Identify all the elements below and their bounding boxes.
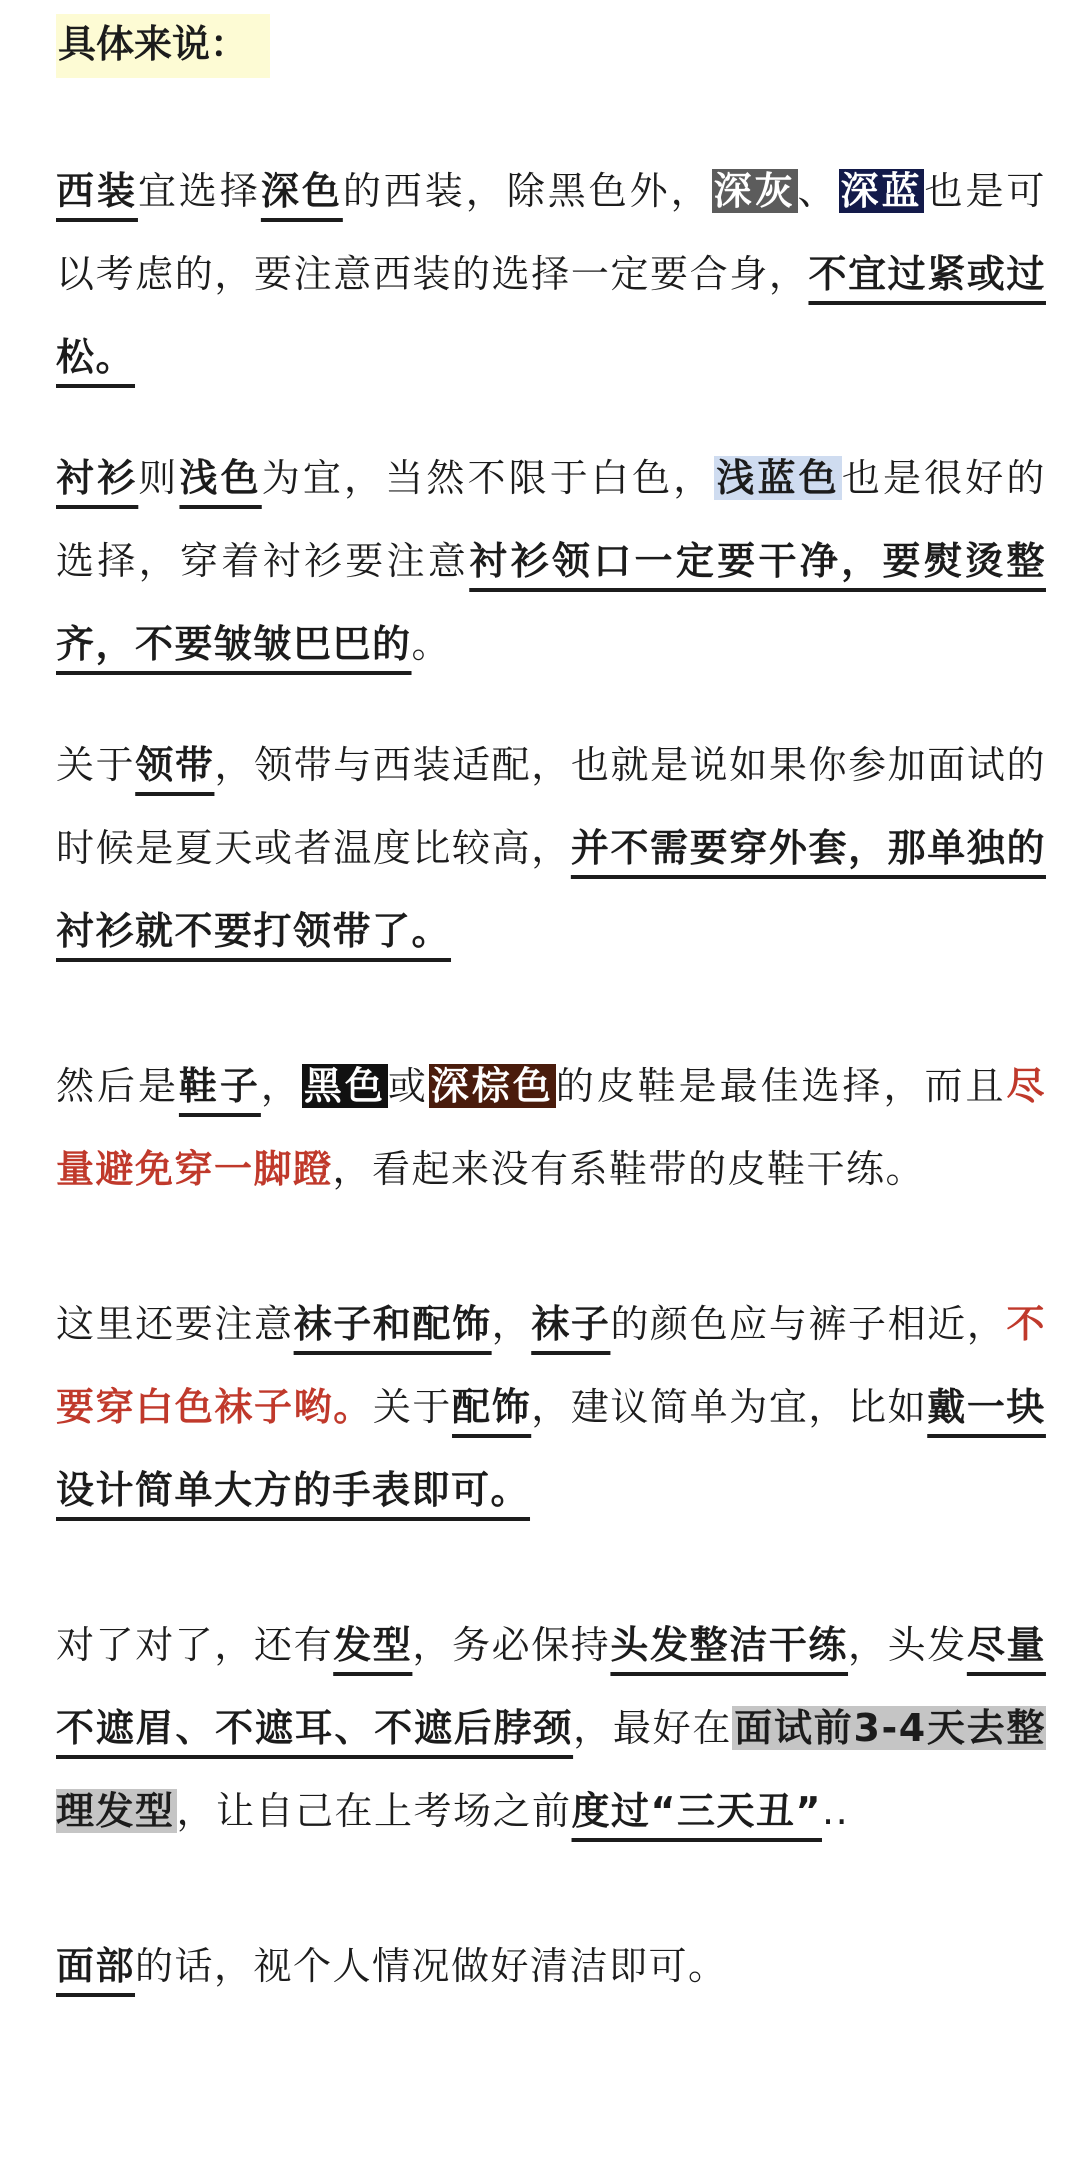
highlight-light-blue: 浅蓝色 — [716, 456, 840, 500]
keyword-light-color: 浅色 — [179, 456, 262, 500]
text: 关于 — [372, 1385, 453, 1429]
text: ， — [260, 1064, 302, 1108]
text: .. — [821, 1789, 850, 1833]
text: 对了对了，还有 — [56, 1623, 334, 1667]
text: 然后是 — [56, 1064, 179, 1108]
text: 或 — [387, 1064, 429, 1108]
text: 的话，视个人情况做好清洁即可。 — [135, 1944, 728, 1988]
keyword-accessories: 配饰 — [452, 1385, 532, 1429]
text: 、 — [797, 169, 839, 213]
text: ， — [491, 1302, 532, 1346]
emphasis-fit: 不宜过紧或过松。 — [56, 252, 1046, 379]
text: ，务必保持 — [412, 1623, 611, 1667]
text: 的皮鞋是最佳选择，而且 — [555, 1064, 1007, 1108]
keyword-suit: 西装 — [56, 169, 138, 213]
section-heading: 具体来说： — [56, 14, 270, 78]
emphasis-collar: 衬衫领口一定要干净，要熨烫整齐，不要皱皱巴巴的 — [56, 539, 1046, 666]
text: ，领带与西装适配，也就是说如果你参加面试的时候是夏天或者温度比较高， — [56, 743, 1046, 870]
keyword-dark-color: 深色 — [260, 169, 343, 213]
keyword-face: 面部 — [56, 1944, 136, 1988]
highlight-dark-brown: 深棕色 — [430, 1064, 554, 1108]
keyword-socks: 袜子 — [531, 1302, 611, 1346]
text: 的颜色应与裤子相近， — [610, 1302, 1007, 1346]
paragraph-suit — [56, 150, 1046, 399]
keyword-hairstyle: 发型 — [333, 1623, 413, 1667]
text: 关于 — [56, 743, 136, 787]
text: 。 — [411, 622, 452, 666]
text: 为宜，当然不限于白色， — [261, 456, 715, 500]
emphasis-watch: 戴一块设计简单大方的手表即可。 — [56, 1385, 1046, 1512]
highlight-dark-gray: 深灰 — [713, 169, 796, 213]
text: 也是很好的选择，穿着衬衫要注意 — [56, 456, 1046, 583]
emphasis-no-tie: 并不需要穿外套，那单独的衬衫就不要打领带了。 — [56, 826, 1046, 953]
paragraph-socks — [56, 1283, 1046, 1532]
text: ，头发 — [848, 1623, 967, 1667]
emphasis-no-cover: 尽量不遮眉、不遮耳、不遮后脖颈 — [56, 1623, 1046, 1750]
text: ，看起来没有系鞋带的皮鞋干练。 — [332, 1147, 926, 1191]
highlight-navy: 深蓝 — [840, 169, 923, 213]
keyword-socks-accessories: 袜子和配饰 — [293, 1302, 492, 1346]
text: 也是可以考虑的，要注意西装的选择一定要合身， — [56, 169, 1046, 296]
text: ，让自己在上考场之前 — [176, 1789, 572, 1833]
text: 则 — [138, 456, 180, 500]
highlight-haircut-timing: 面试前3-4天去整理发型 — [56, 1706, 1046, 1833]
warning-slip-on: 尽量避免穿一脚蹬 — [56, 1064, 1046, 1191]
text: ，建议简单为宜，比如 — [531, 1385, 928, 1429]
emphasis-three-ugly-days: 度过“三天丑” — [571, 1789, 822, 1833]
text: 这里还要注意 — [56, 1302, 294, 1346]
text: 宜选择 — [137, 169, 261, 213]
emphasis-tidy-hair: 头发整洁干练 — [610, 1623, 849, 1667]
paragraph-shoes — [56, 1045, 1046, 1211]
warning-white-socks: 不要穿白色袜子哟。 — [56, 1302, 1046, 1429]
keyword-shoes: 鞋子 — [178, 1064, 261, 1108]
paragraph-hair — [56, 1604, 1046, 1853]
paragraph-tie — [56, 724, 1046, 973]
keyword-shirt: 衬衫 — [56, 456, 139, 500]
paragraph-face — [56, 1925, 1046, 2008]
text: ，最好在 — [573, 1706, 733, 1750]
keyword-tie: 领带 — [135, 743, 215, 787]
text: 的西装，除黑色外， — [342, 169, 712, 213]
highlight-black: 黑色 — [303, 1064, 386, 1108]
paragraph-shirt — [56, 437, 1046, 686]
